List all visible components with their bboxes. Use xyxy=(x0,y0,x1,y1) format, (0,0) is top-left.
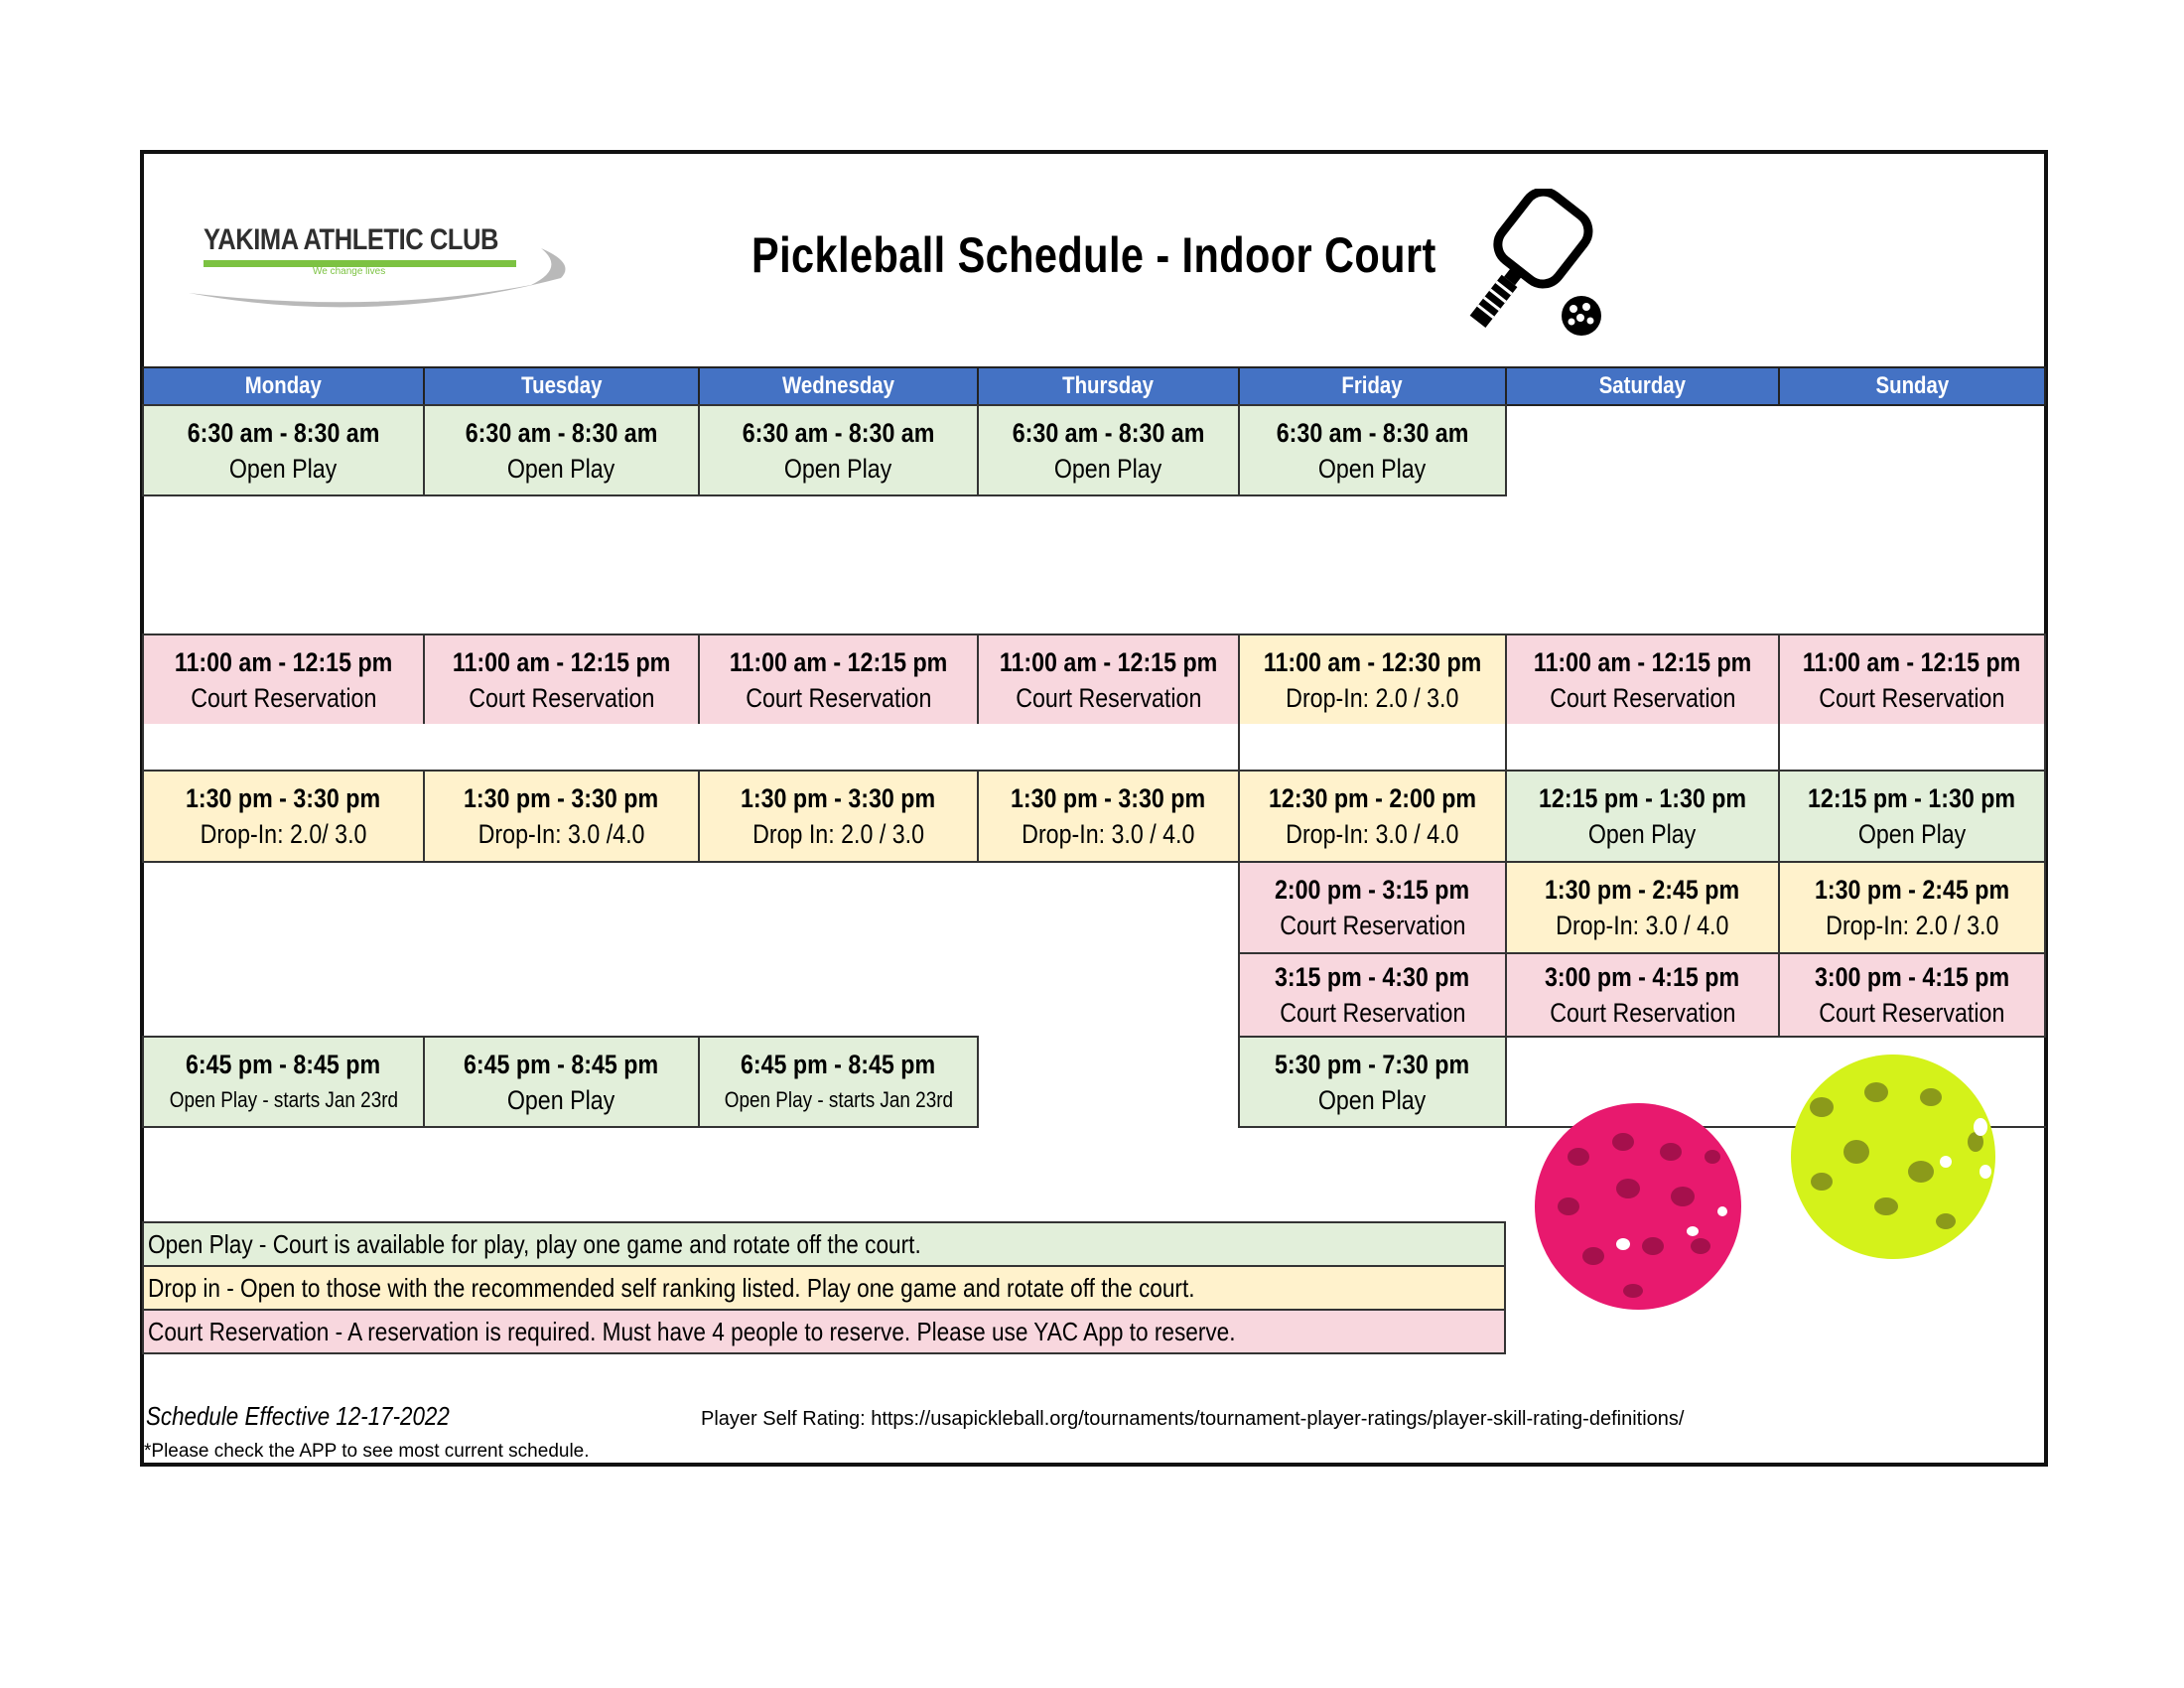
legend-text: Open Play - Court is available for play, play one game and rotate off the court. xyxy=(148,1228,921,1259)
slot-friday-5 xyxy=(1238,1036,1507,1128)
header-label: Thursday xyxy=(1062,372,1155,399)
slot-monday-2 xyxy=(142,770,425,863)
slot-thursday-2 xyxy=(977,770,1240,863)
slot-friday-4 xyxy=(1238,952,1507,1038)
slot-sunday-1 xyxy=(1778,770,2046,863)
slot-saturday-0 xyxy=(1505,633,1780,726)
slot-friday-3 xyxy=(1238,861,1507,954)
slot-saturday-3 xyxy=(1505,952,1780,1038)
slot-label: Open Play - starts Jan 23rd xyxy=(169,1086,398,1112)
slot-time: 1:30 pm - 2:45 pm xyxy=(1545,875,1740,905)
slot-time: 6:30 am - 8:30 am xyxy=(465,417,658,448)
slot-time: 3:00 pm - 4:15 pm xyxy=(1545,962,1740,992)
slot-time: 6:30 am - 8:30 am xyxy=(1012,417,1205,448)
slot-label: Open Play xyxy=(507,1084,615,1115)
slot-time: 1:30 pm - 2:45 pm xyxy=(1814,875,2010,905)
slot-time: 11:00 am - 12:15 pm xyxy=(1803,646,2021,677)
slot-time: 1:30 pm - 3:30 pm xyxy=(1011,783,1206,813)
slot-sunday-2 xyxy=(1778,861,2046,954)
schedule-note: *Please check the APP to see most current schedule. xyxy=(144,1441,590,1462)
slot-label: Court Reservation xyxy=(1015,682,1202,713)
slot-monday-3 xyxy=(142,1036,425,1128)
header-friday xyxy=(1238,366,1507,406)
legend-drop-in xyxy=(142,1265,1506,1311)
slot-time: 6:45 pm - 8:45 pm xyxy=(464,1049,659,1079)
slot-label: Court Reservation xyxy=(468,682,655,713)
header-sunday xyxy=(1778,366,2046,406)
slot-label: Court Reservation xyxy=(1819,682,2005,713)
pickleball-paddle-icon xyxy=(1434,189,1613,343)
slot-label: Drop-In: 2.0/ 3.0 xyxy=(200,819,367,849)
slot-time: 5:30 pm - 7:30 pm xyxy=(1275,1049,1470,1079)
legend-text: Drop in - Open to those with the recommended self ranking listed. Play one game and rotate off the court. xyxy=(148,1272,1195,1303)
legend-court-reservation xyxy=(142,1309,1506,1354)
slot-label: Court Reservation xyxy=(1549,998,1736,1028)
slot-time: 3:00 pm - 4:15 pm xyxy=(1814,962,2010,992)
gap-cell-saturday xyxy=(1505,724,1780,772)
logo-name: YAKIMA ATHLETIC CLUB xyxy=(204,223,499,256)
slot-wednesday-0 xyxy=(698,404,979,496)
slot-label: Open Play xyxy=(1857,819,1967,849)
slot-sunday-3 xyxy=(1778,952,2046,1038)
slot-time: 11:00 am - 12:15 pm xyxy=(999,646,1218,677)
slot-monday-0 xyxy=(142,404,425,496)
gap-cell-friday xyxy=(1238,724,1507,772)
header-label: Saturday xyxy=(1598,372,1687,399)
slot-label: Drop-In: 2.0 / 3.0 xyxy=(1286,682,1459,713)
slot-time: 11:00 am - 12:15 pm xyxy=(1533,646,1752,677)
header-label: Tuesday xyxy=(520,372,603,399)
legend-text: Court Reservation - A reservation is required. Must have 4 people to reserve. Please use YAC App to reserve. xyxy=(148,1316,1236,1346)
slot-label: Drop-In: 3.0 / 4.0 xyxy=(1556,911,1729,940)
slot-label: Open Play xyxy=(1318,453,1427,484)
slot-time: 12:30 pm - 2:00 pm xyxy=(1268,783,1477,813)
slot-tuesday-1 xyxy=(423,633,700,726)
slot-label: Open Play xyxy=(507,453,615,484)
slot-label: Court Reservation xyxy=(190,682,377,713)
slot-sunday-0 xyxy=(1778,633,2046,726)
slot-time: 11:00 am - 12:15 pm xyxy=(729,646,948,677)
slot-label: Drop-In: 3.0 /4.0 xyxy=(478,819,645,849)
slot-tuesday-3 xyxy=(423,1036,700,1128)
yellow-pickleball-icon xyxy=(1782,1053,2005,1261)
slot-time: 11:00 am - 12:15 pm xyxy=(174,646,393,677)
slot-label: Drop-In: 3.0 / 4.0 xyxy=(1022,819,1195,849)
slot-time: 12:15 pm - 1:30 pm xyxy=(1538,783,1747,813)
slot-label: Open Play xyxy=(1318,1084,1427,1115)
slot-thursday-0 xyxy=(977,404,1240,496)
header-label: Monday xyxy=(244,372,323,399)
slot-time: 3:15 pm - 4:30 pm xyxy=(1275,962,1470,992)
slot-label: Open Play xyxy=(1588,819,1697,849)
slot-tuesday-2 xyxy=(423,770,700,863)
header-label: Friday xyxy=(1341,372,1404,399)
slot-label: Drop-In: 3.0 / 4.0 xyxy=(1286,819,1459,849)
slot-label: Court Reservation xyxy=(1819,998,2005,1028)
slot-label: Open Play - starts Jan 23rd xyxy=(724,1086,953,1112)
slot-time: 6:30 am - 8:30 am xyxy=(742,417,935,448)
schedule-effective: Schedule Effective 12-17-2022 xyxy=(146,1401,450,1431)
slot-saturday-1 xyxy=(1505,770,1780,863)
player-rating-link: Player Self Rating: https://usapickleball.org/tournaments/tournament-player-ratings/player-skill-rating-definitions/ xyxy=(701,1408,1685,1430)
slot-label: Drop In: 2.0 / 3.0 xyxy=(752,819,924,849)
slot-saturday-2 xyxy=(1505,861,1780,954)
slot-label: Court Reservation xyxy=(1549,682,1736,713)
pink-pickleball-icon xyxy=(1524,1097,1752,1316)
slot-time: 11:00 am - 12:30 pm xyxy=(1263,646,1482,677)
slot-friday-2 xyxy=(1238,770,1507,863)
header-wednesday xyxy=(698,366,979,406)
slot-wednesday-1 xyxy=(698,633,979,726)
slot-thursday-1 xyxy=(977,633,1240,726)
slot-time: 2:00 pm - 3:15 pm xyxy=(1275,875,1470,905)
slot-monday-1 xyxy=(142,633,425,726)
header-saturday xyxy=(1505,366,1780,406)
slot-wednesday-3 xyxy=(698,1036,979,1128)
header-label: Wednesday xyxy=(782,372,894,399)
logo-tagline: We change lives xyxy=(313,266,386,277)
slot-label: Open Play xyxy=(229,453,338,484)
slot-wednesday-2 xyxy=(698,770,979,863)
slot-label: Court Reservation xyxy=(1279,998,1466,1028)
slot-tuesday-0 xyxy=(423,404,700,496)
slot-time: 1:30 pm - 3:30 pm xyxy=(186,783,381,813)
slot-label: Open Play xyxy=(1054,453,1162,484)
slot-label: Court Reservation xyxy=(745,682,932,713)
slot-label: Open Play xyxy=(784,453,892,484)
slot-time: 6:45 pm - 8:45 pm xyxy=(186,1049,381,1079)
slot-time: 6:30 am - 8:30 am xyxy=(187,417,380,448)
slot-label: Drop-In: 2.0 / 3.0 xyxy=(1825,911,1999,940)
slot-friday-0 xyxy=(1238,404,1507,496)
header-label: Sunday xyxy=(1875,372,1949,399)
slot-time: 11:00 am - 12:15 pm xyxy=(452,646,671,677)
slot-time: 6:45 pm - 8:45 pm xyxy=(741,1049,936,1079)
legend-open-play xyxy=(142,1221,1506,1267)
slot-time: 12:15 pm - 1:30 pm xyxy=(1808,783,2016,813)
slot-time: 6:30 am - 8:30 am xyxy=(1276,417,1469,448)
slot-label: Court Reservation xyxy=(1279,911,1466,940)
club-logo xyxy=(184,213,566,303)
header-monday xyxy=(142,366,425,406)
header-tuesday xyxy=(423,366,700,406)
slot-time: 1:30 pm - 3:30 pm xyxy=(464,783,659,813)
page-title: Pickleball Schedule - Indoor Court xyxy=(751,227,1436,283)
header-thursday xyxy=(977,366,1240,406)
slot-time: 1:30 pm - 3:30 pm xyxy=(741,783,936,813)
slot-friday-1 xyxy=(1238,633,1507,726)
